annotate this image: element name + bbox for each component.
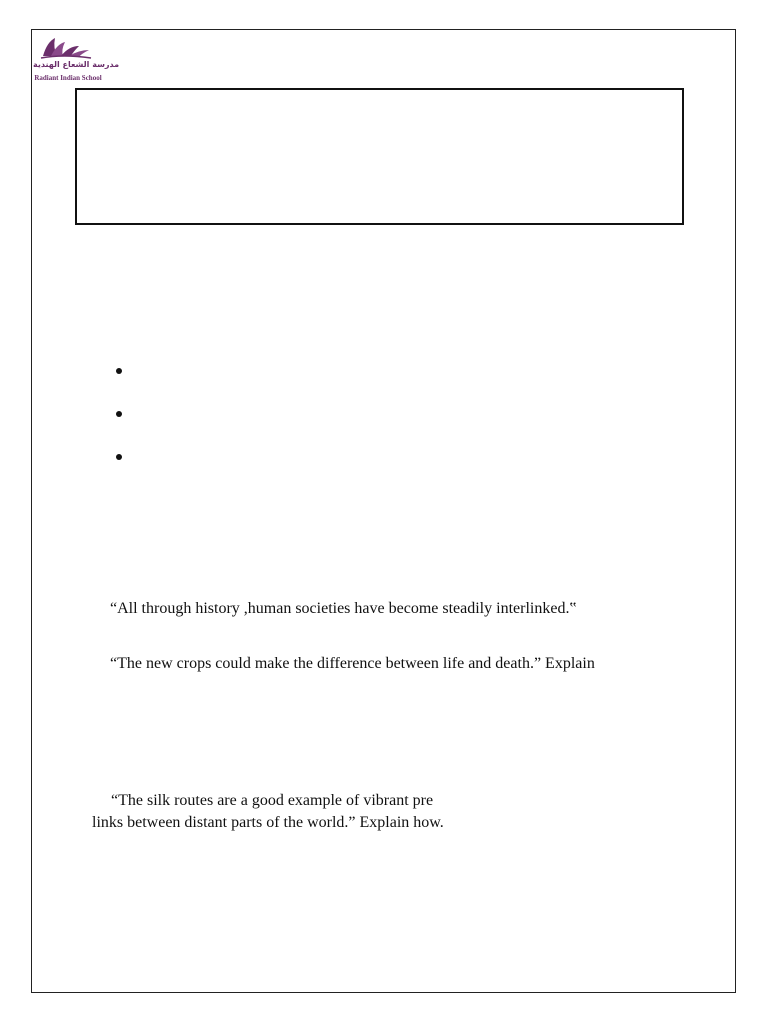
title-box [75, 88, 684, 225]
question-silk-routes-line2: links between distant parts of the world.” Explain how. [92, 814, 444, 831]
question-silk-routes-line1: “The silk routes are a good example of vibrant pre [111, 792, 434, 809]
list-item [110, 360, 130, 382]
bullet-list [110, 360, 130, 489]
list-item [110, 403, 130, 425]
bullet-dot-icon [116, 454, 122, 460]
question-new-crops: “The new crops could make the difference between life and death.” Explain [110, 655, 595, 672]
school-logo [33, 34, 120, 86]
list-item [110, 446, 130, 468]
bullet-dot-icon [116, 368, 122, 374]
book-rays-icon [33, 34, 103, 62]
bullet-dot-icon [116, 411, 122, 417]
logo-arabic-name: مدرسة الشعاع الهندية [33, 60, 120, 69]
question-interlinked: “All through history ,human societies have become steadily interlinked.‟ [110, 600, 577, 617]
logo-english-name: Radiant Indian School [34, 74, 102, 82]
